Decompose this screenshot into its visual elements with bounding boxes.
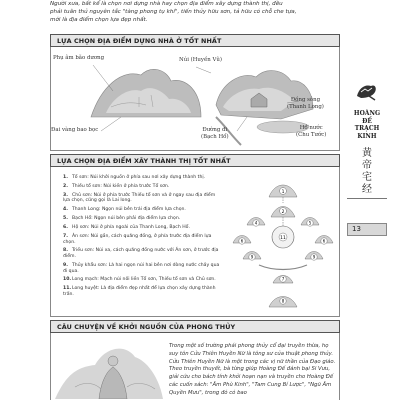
- svg-text:2: 2: [281, 209, 285, 215]
- item-text: Bạch Hổ: Ngọn núi bên phải địa điểm lựa chọn.: [72, 216, 181, 222]
- list-item: [63, 277, 223, 283]
- city-site-diagram: [229, 173, 337, 313]
- label-line: (Bạch Hổ): [201, 133, 229, 140]
- svg-text:6: 6: [240, 238, 244, 244]
- svg-text:6: 6: [322, 238, 326, 244]
- svg-text:11: 11: [280, 235, 286, 241]
- svg-text:9: 9: [312, 254, 316, 260]
- label-nui-huyen-vu: Núi (Huyền Vũ): [179, 57, 222, 63]
- label-line: Đường đi: [202, 127, 228, 133]
- intro-paragraph: [50, 0, 340, 24]
- list-item: [63, 234, 223, 245]
- list-item: [63, 216, 223, 222]
- section-heading-origin-story: CÂU CHUYỆN VỀ KHỞI NGUỒN CỦA PHONG THỦY: [50, 320, 340, 333]
- section-heading-city-site: LỰA CHỌN ĐỊA ĐIỂM XÂY THÀNH THỊ TỐT NHẤT: [50, 154, 340, 167]
- intro-line: mới là địa điểm chọn lựa đẹp nhất.: [50, 17, 148, 23]
- item-number: 5.: [63, 216, 68, 222]
- item-number: 9.: [63, 262, 68, 268]
- item-number: 4.: [63, 207, 68, 213]
- label-ho-nuoc: [296, 125, 326, 138]
- item-text: Tổ sơn: Núi khởi nguồn ở phía sau nơi xây dựng thành thị.: [72, 175, 206, 180]
- item-text: Thủy khẩu sơn: Là hai ngọn núi hai bên nơi dòng nước chảy qua đi qua.: [63, 262, 220, 274]
- title-line: TRẠCH: [354, 125, 380, 132]
- city-site-panel: [50, 167, 340, 317]
- list-item: [63, 175, 223, 181]
- label-line: Đồng sông: [290, 97, 321, 103]
- origin-story-panel: [50, 333, 340, 400]
- svg-text:9: 9: [250, 254, 254, 260]
- intro-line: Người xưa, bất kể là chọn nơi dựng nhà hay chọn địa điểm xây dựng thành thị, đều: [50, 1, 283, 7]
- book-title-chinese: [347, 148, 387, 196]
- intro-line: phải tuân thủ nguyên tắc "tàng phong tụ khí", tiến thủy hữu sơn, tả hữu có chỗ che tựa,: [50, 9, 297, 15]
- list-item: [63, 184, 223, 190]
- item-text: Triều sơn: Núi xa, cách quãng đồng nước với Án sơn, ở trước địa điểm.: [63, 248, 219, 260]
- item-text: Hộ sơn: Núi ở phía ngoài của Thanh Long, Bạch Hổ.: [72, 225, 190, 231]
- title-line: HOÀNG: [353, 110, 381, 117]
- goddess-illustration: [55, 337, 163, 399]
- section-heading-house-site: LỰA CHỌN ĐỊA ĐIỂM DỰNG NHÀ Ở TỐT NHẤT: [50, 34, 340, 47]
- origin-story-text: Trong một số trường phái phong thủy cổ đại truyền thừa, họ suy tôn Cửu Thiên Huyền Nữ là tông sư của thuật phong thủy. Cửu Thiên Huyền Nữ là một trong các vị nữ thần của Đạo giáo. Theo truyền thuyết, bà từng giúp Hoàng Đế đánh bại Si Vưu, giải cứu cho bách tính khỏi hoạn nạn và truyền cho Hoàng Đế các cuốn sách: "Âm Phù Kinh", "Tam Cung Bí Lược", "Ngũ Âm Quyền Mưu", trong đó có bao: [169, 343, 336, 396]
- item-text: Long mạch: Mạch núi nối liền Tổ sơn, Thiếu tổ sơn và Chủ sơn.: [72, 277, 216, 283]
- svg-text:5: 5: [308, 220, 312, 226]
- svg-text:1: 1: [281, 189, 285, 195]
- list-item: [63, 248, 223, 259]
- dragon-emblem-icon: [355, 80, 379, 102]
- item-number: 1.: [63, 175, 68, 180]
- cn-char: 宅: [362, 172, 372, 183]
- list-item: [63, 193, 223, 204]
- item-number: 2.: [63, 183, 68, 189]
- item-number: 10.: [63, 277, 72, 283]
- item-number: 3.: [63, 192, 68, 198]
- book-title-vietnamese: [347, 110, 387, 140]
- list-item: [63, 225, 223, 231]
- label-duong-di: [201, 127, 229, 140]
- house-site-illustration: [50, 47, 340, 151]
- site-term-list: [63, 175, 223, 301]
- item-text: Thiếu tổ sơn: Núi kiền ở phía trước Tổ sơn.: [72, 183, 170, 189]
- item-text: Long huyệt: Là địa điểm đẹp nhất để lựa chọn xây dựng thành trấn.: [63, 286, 216, 297]
- label-pho-am: Phụ âm bão dương: [53, 55, 105, 61]
- label-line: Hồ nước: [299, 125, 323, 131]
- item-number: 6.: [63, 225, 68, 231]
- sidebar: [347, 80, 387, 240]
- title-line: KINH: [357, 132, 377, 140]
- item-number: 11.: [63, 286, 72, 292]
- svg-text:7: 7: [281, 276, 285, 282]
- item-number: 8.: [63, 248, 68, 254]
- label-dong-song: [287, 97, 324, 110]
- list-item: [63, 263, 223, 274]
- item-number: 7.: [63, 233, 68, 239]
- page-number: 13: [347, 223, 387, 236]
- label-dai-vang: Đai vàng bao bọc: [51, 127, 99, 133]
- svg-text:8: 8: [281, 298, 285, 304]
- item-text: Thanh Long: Ngọn núi bên trái địa điểm lựa chọn.: [72, 207, 186, 213]
- item-text: Án sơn: Núi gần, cách quãng đồng, ở phía trước địa điểm lựa chọn.: [63, 233, 212, 245]
- cn-char: 帝: [362, 160, 372, 171]
- list-item: [63, 286, 223, 297]
- title-line: ĐẾ: [362, 117, 372, 125]
- cn-char: 经: [362, 184, 372, 195]
- item-text: Chủ sơn: Núi ở phía trước Thiếu tổ sơn và ở ngay sau địa điểm lựa chọn, cũng gọi là Lai long.: [63, 192, 216, 204]
- sidebar-divider: [347, 198, 387, 199]
- svg-text:4: 4: [254, 220, 258, 226]
- cn-char: 黄: [362, 148, 372, 159]
- label-line: (Chu Tước): [296, 131, 327, 138]
- label-line: (Thanh Long): [287, 103, 324, 110]
- list-item: [63, 207, 223, 213]
